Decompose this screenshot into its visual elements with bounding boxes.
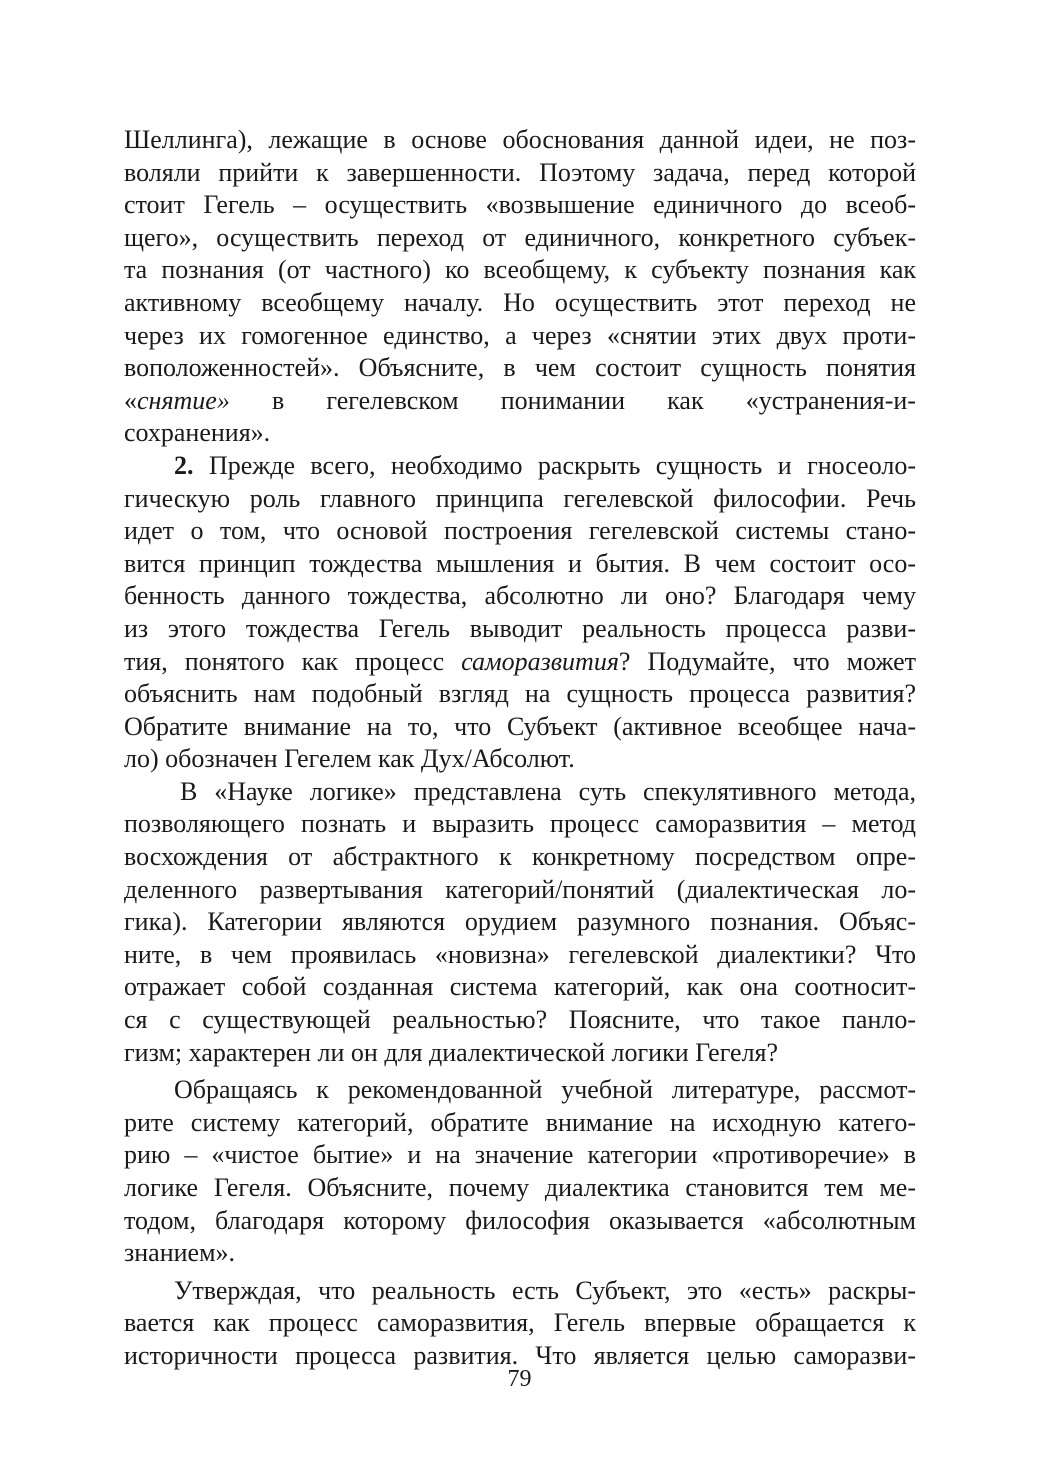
word: понимании — [500, 385, 626, 415]
page-number: 79 — [507, 1366, 532, 1392]
text-line: активному всеобщему началу. Но осуществить этот переход не — [124, 287, 916, 317]
paragraph-5 — [124, 1275, 916, 1373]
word: «устранения-и- — [745, 385, 916, 415]
text-line-with-italic-term — [124, 646, 916, 679]
text-line: рите систему категорий, обратите внимание на исходную катего- — [124, 1107, 916, 1137]
text-line: щего», осуществить переход от единичного, конкретного субъек- — [124, 222, 916, 252]
text-segment: Прежде всего, необходимо раскрыть сущность и гносеоло- — [193, 450, 916, 480]
text-line: вается как процесс саморазвития, Гегель впервые обращается к — [124, 1308, 916, 1338]
text-line: ло) обозначен Гегелем как Дух/Абсолют. — [124, 744, 575, 774]
text-line: Обратите внимание на то, что Субъект (активное всеобщее нача- — [124, 711, 916, 741]
text-segment: ? Подумайте, что может — [618, 646, 916, 676]
text-line: через их гомогенное единство, а через «снятии этих двух проти- — [124, 320, 916, 350]
text-line: деленного развертывания категорий/понятий (диалектическая ло- — [124, 874, 916, 904]
text-line: знанием». — [124, 1238, 236, 1268]
text-line: бенность данного тождества, абсолютно ли оно? Благодаря чему — [124, 581, 916, 611]
paragraph-3 — [124, 776, 916, 1069]
text-line: историчности процесса развития. Что является целью саморазви- — [124, 1340, 916, 1370]
page-body — [124, 124, 916, 1373]
word: в — [271, 385, 285, 415]
text-line: ните, в чем проявилась «новизна» гегелевской диалектики? Что — [124, 939, 916, 969]
text-line: сохранения». — [124, 418, 271, 448]
item-number: 2. — [174, 450, 194, 480]
text-line: ся с существующей реальностью? Поясните, что такое панло- — [124, 1005, 916, 1035]
text-line: логике Гегеля. Объясните, почему диалектика становится тем ме- — [124, 1173, 916, 1202]
text-line: воляли прийти к завершенности. Поэтому задача, перед которой — [124, 157, 916, 187]
text-line: воположенностей». Объясните, в чем состоит сущность понятия — [124, 353, 916, 383]
text-line: позволяющего познать и выразить процесс саморазвития – метод — [124, 809, 916, 839]
text-line: объяснить нам подобный взгляд на сущность процесса развития? — [124, 679, 916, 709]
text-line: гизм; характерен ли он для диалектической логики Гегеля? — [124, 1037, 779, 1067]
text-line: та познания (от частного) ко всеобщему, к субъекту познания как — [124, 255, 916, 285]
italic-term: снятие» — [137, 385, 230, 415]
text-line: рию – «чистое бытие» и на значение категории «противоречие» в — [124, 1140, 916, 1170]
text-line: В «Науке логике» представлена суть спекулятивного метода, — [180, 776, 916, 806]
text-line: тодом, благодаря которому философия оказывается «абсолютным — [124, 1205, 916, 1235]
text-line: стоит Гегель – осуществить «возвышение единичного до всеоб- — [124, 190, 916, 220]
quote-mark: « — [124, 385, 137, 415]
text-segment: тия, понятого как процесс — [124, 646, 462, 676]
paragraph-4 — [124, 1074, 916, 1270]
text-line — [124, 450, 916, 483]
text-line: из этого тождества Гегель выводит реальность процесса разви- — [124, 613, 916, 643]
word: как — [667, 385, 704, 415]
text-line: идет о том, что основой построения гегелевской системы стано- — [124, 516, 916, 546]
text-line: Шеллинга), лежащие в основе обоснования данной идеи, не поз- — [124, 125, 916, 154]
text-line: гика). Категории являются орудием разумного познания. Объяс- — [124, 907, 916, 937]
text-line: отражает собой созданная система категорий, как она соотносит- — [124, 972, 916, 1002]
text-line: Обращаясь к рекомендованной учебной литературе, рассмот- — [174, 1075, 916, 1105]
paragraph-2 — [124, 450, 916, 776]
italic-term: саморазвития — [461, 646, 619, 676]
paragraph-1 — [124, 124, 916, 450]
text-line-with-italic-term — [124, 385, 916, 418]
text-line: вится принцип тождества мышления и бытия. В чем состоит осо- — [124, 548, 916, 578]
text-line: гическую роль главного принципа гегелевской философии. Речь — [124, 483, 916, 513]
word: гегелевском — [326, 385, 459, 415]
text-line: восхождения от абстрактного к конкретному посредством опре- — [124, 842, 916, 872]
text-line: Утверждая, что реальность есть Субъект, это «есть» раскры- — [174, 1275, 916, 1305]
